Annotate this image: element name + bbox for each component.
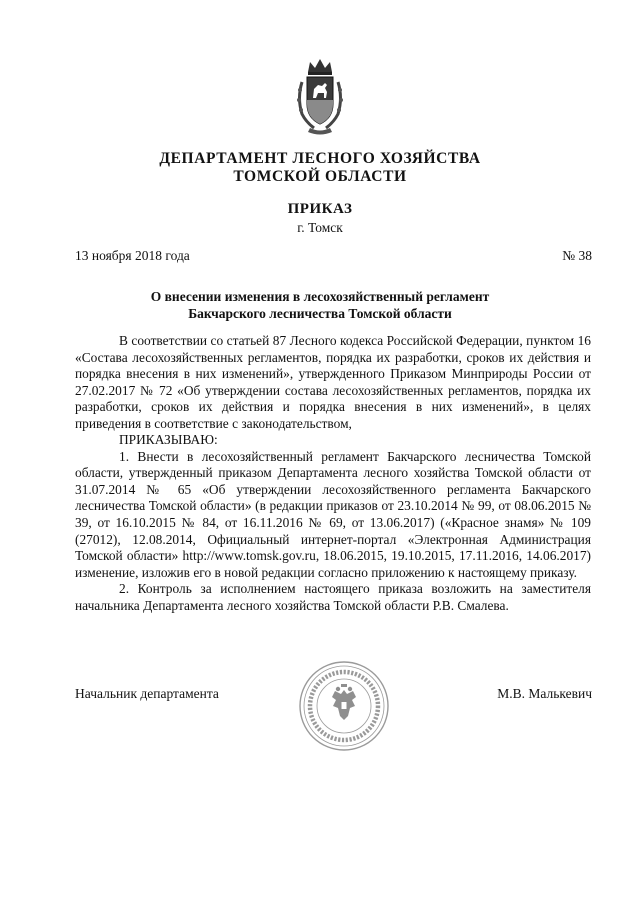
signer-name: М.В. Малькевич [497, 686, 592, 701]
document-date: 13 ноября 2018 года [75, 248, 190, 263]
order-item-1: 1. Внести в лесохозяйственный регламент Бакчарского лесничества Томской области, утвержденный приказом Департамента лесного хозяйства Томской области от 31.07.2014 № 65 «Об утверждении лесохозяйственного регламента Бакчарского лесничества Томской области» (в редакции приказов от 23.10.2014 № 99, от 08.06.2015 № 39, от 16.10.2015 № 84, от 16.11.2016 № 69, от 13.06.2017) («Красное знамя» № 109 (27012), 12.08.2014, Официальный интернет-портал «Электронная Администрация Томской области» http://www.tomsk.gov.ru, 18.06.2015, 19.10.2015, 17.11.2016, 14.06.2017) изменение, изложив его в новой редакции согласно приложению к настоящему приказу. [75, 448, 591, 580]
preamble-paragraph: В соответствии со статьей 87 Лесного кодекса Российской Федерации, пунктом 16 «Состава лесохозяйственных регламентов, порядка их разработки, сроков их действия и порядка внесения в них изменений», утвержденного Приказом Минприроды России от 27.02.2017 № 72 «Об утверждении состава лесохозяйственных регламентов, порядка их разработки, сроков их действия и порядка внесения в них изменений», в целях приведения в соответствие с законодательством, [75, 333, 591, 431]
department-name-line1: ДЕПАРТАМЕНТ ЛЕСНОГО ХОЗЯЙСТВА [159, 150, 481, 167]
document-type: ПРИКАЗ [287, 201, 353, 217]
signer-position: Начальник департамента [75, 686, 219, 701]
order-keyword: ПРИКАЗЫВАЮ: [119, 432, 218, 448]
subject-line1: О внесении изменения в лесохозяйственный регламент [150, 289, 490, 304]
tomsk-oblast-coat-of-arms-icon [296, 56, 344, 136]
document-number: № 38 [562, 248, 592, 263]
document-body [75, 333, 591, 614]
department-name-line2: ТОМСКОЙ ОБЛАСТИ [233, 168, 407, 185]
subject-line2: Бакчарского лесничества Томской области [188, 306, 452, 321]
order-item-2: 2. Контроль за исполнением настоящего приказа возложить на заместителя начальника Департамента лесного хозяйства Томской области Р.В. Смалева. [75, 581, 591, 613]
document-city: г. Томск [297, 220, 343, 235]
official-round-seal-icon [298, 660, 390, 752]
